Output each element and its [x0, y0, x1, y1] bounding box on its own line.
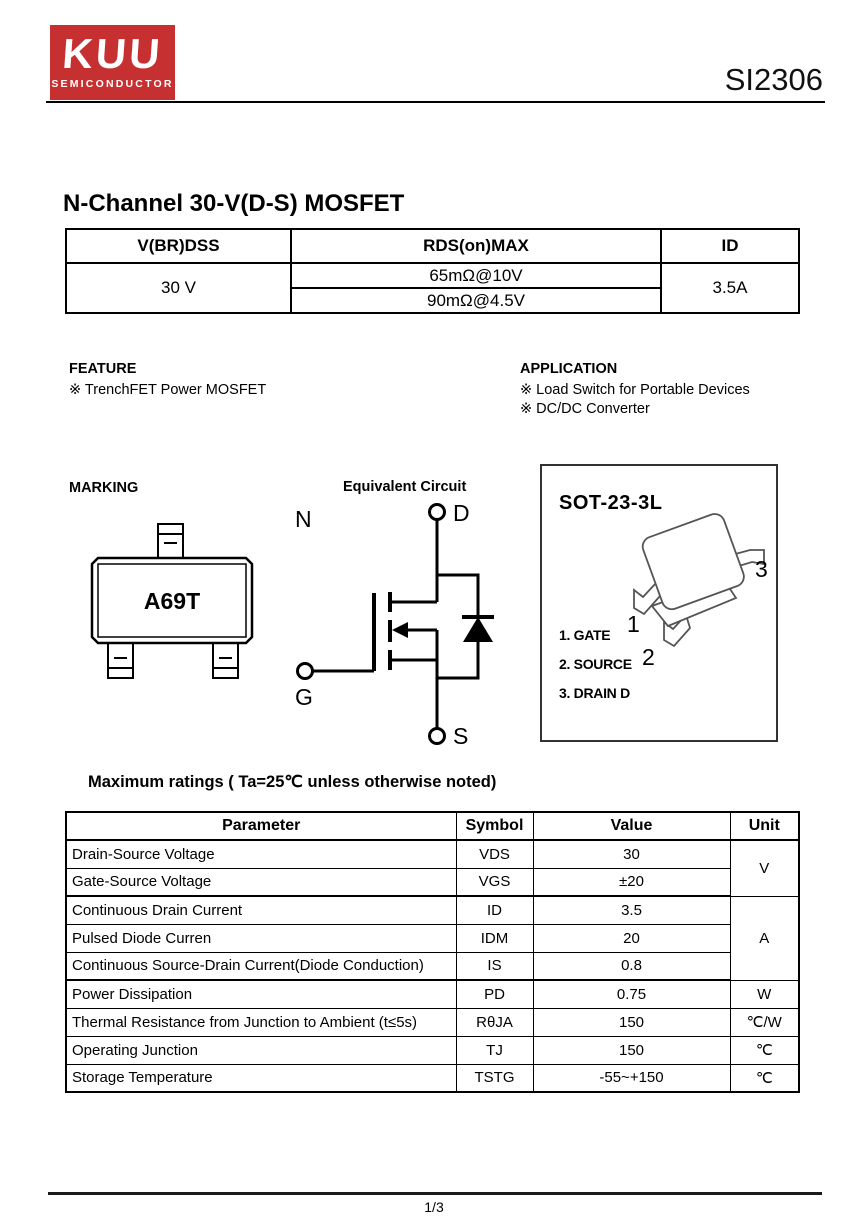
cell-parameter: Gate-Source Voltage: [66, 868, 456, 896]
pin-number-3: 3: [755, 556, 768, 582]
cell-parameter: Pulsed Diode Curren: [66, 924, 456, 952]
cell-parameter: Operating Junction: [66, 1036, 456, 1064]
mosfet-symbol: [374, 592, 390, 671]
pin-label-source: 2. SOURCE: [559, 656, 632, 672]
summary-cell-rdson-4v5: 90mΩ@4.5V: [291, 288, 661, 313]
marking-diagram: [85, 510, 260, 685]
cell-value: 30: [533, 840, 730, 868]
package-title: SOT-23-3L: [559, 492, 663, 514]
cell-unit: ℃/W: [730, 1008, 799, 1036]
table-row: [66, 1064, 799, 1092]
col-header-value: Value: [533, 812, 730, 840]
cell-parameter: Continuous Source-Drain Current(Diode Conduction): [66, 952, 456, 980]
drain-terminal: [430, 505, 445, 520]
label-g: G: [295, 684, 313, 710]
cell-unit-amp: A: [730, 896, 799, 980]
kuu-logo: [50, 25, 175, 100]
part-number: SI2306: [724, 62, 823, 97]
logo-subtext: SEMICONDUCTOR: [51, 78, 174, 91]
label-s: S: [453, 723, 469, 749]
table-row: [66, 952, 799, 980]
cell-value: 20: [533, 924, 730, 952]
package-outline-box: [540, 464, 778, 742]
cell-symbol: PD: [456, 980, 533, 1008]
marking-code: A69T: [143, 588, 201, 614]
label-n: N: [295, 506, 312, 532]
feature-heading: FEATURE: [69, 361, 137, 377]
body-arrow: [392, 622, 408, 638]
cell-value: 150: [533, 1008, 730, 1036]
equivalent-circuit-heading: Equivalent Circuit: [343, 479, 467, 495]
cell-symbol: IS: [456, 952, 533, 980]
table-row: [66, 980, 799, 1008]
table-row: [66, 840, 799, 868]
summary-header-rdson: RDS(on)MAX: [291, 229, 661, 263]
table-row: [66, 1008, 799, 1036]
max-ratings-heading: Maximum ratings ( Ta=25℃ unless otherwise noted): [88, 773, 497, 791]
table-row: [66, 896, 799, 924]
cell-value: 0.75: [533, 980, 730, 1008]
source-terminal: [430, 729, 445, 744]
cell-value: 3.5: [533, 896, 730, 924]
cell-value: 0.8: [533, 952, 730, 980]
cell-unit: ℃: [730, 1036, 799, 1064]
cell-parameter: Thermal Resistance from Junction to Ambient (t≤5s): [66, 1008, 456, 1036]
table-row: [66, 924, 799, 952]
col-header-unit: Unit: [730, 812, 799, 840]
pin-number-1: 1: [627, 611, 640, 637]
cell-parameter: Storage Temperature: [66, 1064, 456, 1092]
cell-unit: ℃: [730, 1064, 799, 1092]
cell-unit-volt: V: [730, 840, 799, 896]
equivalent-circuit-diagram: [280, 470, 515, 765]
body-diode: [462, 617, 494, 642]
application-item: ※ DC/DC Converter: [520, 401, 650, 417]
footer-divider: [48, 1192, 822, 1195]
package-pin-bottom-right: [213, 643, 238, 678]
cell-parameter: Drain-Source Voltage: [66, 840, 456, 868]
col-header-symbol: Symbol: [456, 812, 533, 840]
cell-parameter: Power Dissipation: [66, 980, 456, 1008]
application-heading: APPLICATION: [520, 361, 618, 377]
table-row: [66, 868, 799, 896]
col-header-parameter: Parameter: [66, 812, 456, 840]
feature-item: ※ TrenchFET Power MOSFET: [69, 382, 267, 398]
cell-symbol: TSTG: [456, 1064, 533, 1092]
label-d: D: [453, 500, 470, 526]
cell-symbol: ID: [456, 896, 533, 924]
cell-parameter: Continuous Drain Current: [66, 896, 456, 924]
pin-number-2: 2: [642, 644, 655, 670]
summary-header-id: ID: [661, 229, 799, 263]
summary-cell-vbrdss: 30 V: [66, 263, 291, 313]
cell-unit: W: [730, 980, 799, 1008]
summary-cell-id: 3.5A: [661, 263, 799, 313]
package-body: [92, 558, 252, 643]
marking-heading: MARKING: [69, 480, 139, 496]
cell-value: -55~+150: [533, 1064, 730, 1092]
cell-symbol: IDM: [456, 924, 533, 952]
gate-terminal: [298, 664, 313, 679]
logo-text: KUU: [60, 30, 165, 77]
page-title: N-Channel 30-V(D-S) MOSFET: [63, 190, 405, 217]
package-pin-top: [158, 524, 183, 559]
summary-table: [65, 228, 800, 314]
pin-label-drain: 3. DRAIN D: [559, 685, 630, 701]
cell-symbol: RθJA: [456, 1008, 533, 1036]
cell-symbol: VDS: [456, 840, 533, 868]
summary-cell-rdson-10v: 65mΩ@10V: [291, 263, 661, 288]
package-pin-bottom-left: [108, 643, 133, 678]
table-row: [66, 1036, 799, 1064]
header-divider: [46, 101, 825, 103]
pin-label-gate: 1. GATE: [559, 627, 611, 643]
cell-symbol: VGS: [456, 868, 533, 896]
cell-symbol: TJ: [456, 1036, 533, 1064]
application-item: ※ Load Switch for Portable Devices: [520, 382, 750, 398]
cell-value: ±20: [533, 868, 730, 896]
page-number: 1/3: [424, 1199, 444, 1215]
max-ratings-table: [65, 811, 800, 1093]
summary-header-vbrdss: V(BR)DSS: [66, 229, 291, 263]
cell-value: 150: [533, 1036, 730, 1064]
diode-branch-wire: [437, 575, 478, 678]
